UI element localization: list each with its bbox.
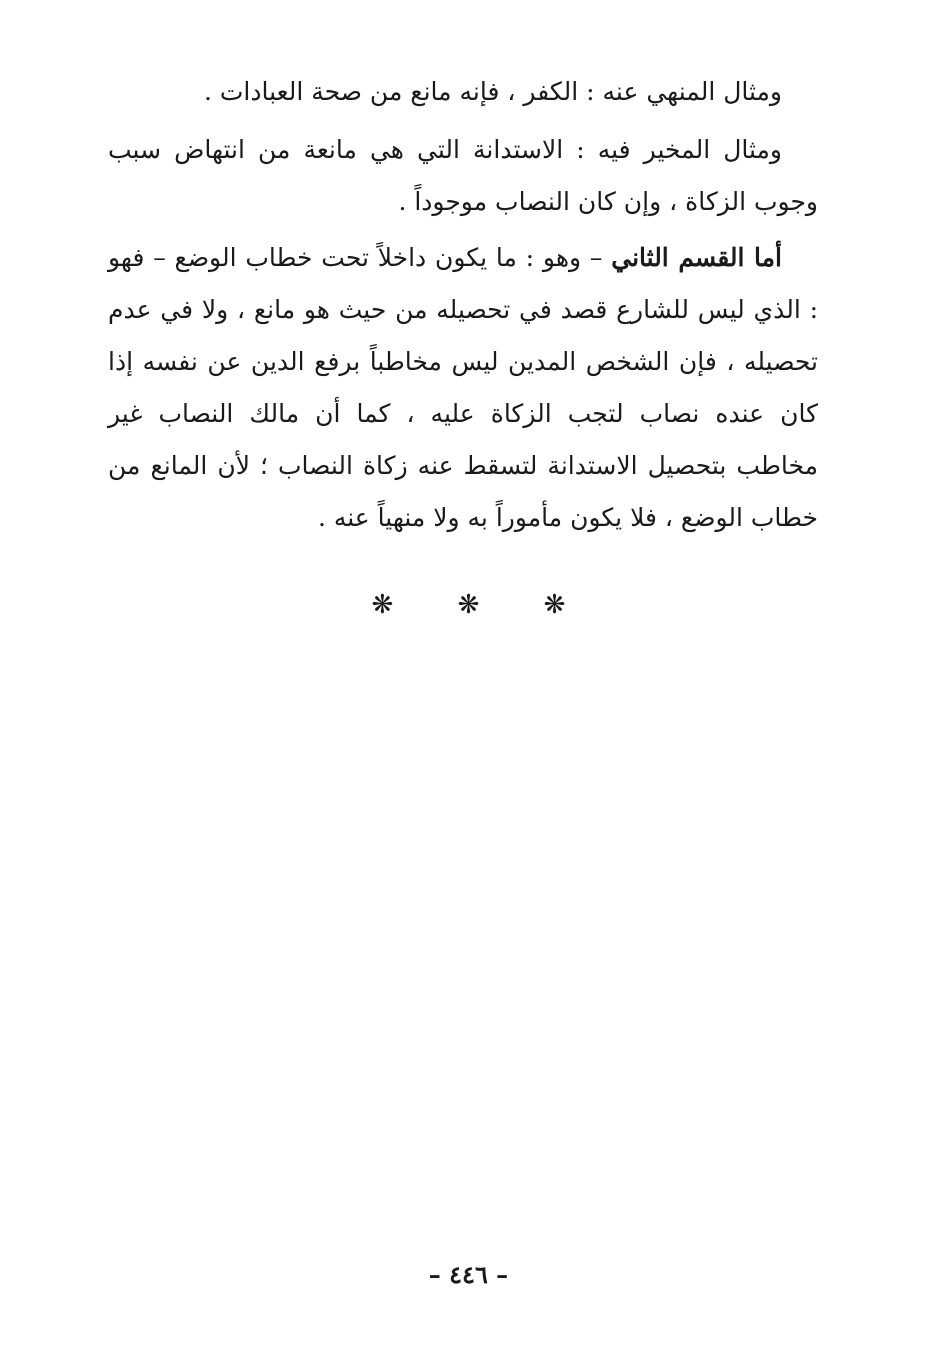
section-separator bbox=[0, 590, 937, 620]
paragraph-text: – وهو : ما يكون داخلاً تحت خطاب الوضع – فهو : الذي ليس للشارع قصد في تحصيله من حيث هو مانع ، ولا في عدم تحصيله ، فإن الشخص المدين ليس مخاطباً برفع الدين عن نفسه إذا كان عنده نصاب لتجب الزكاة عليه ، كما أن مالك النصاب غير مخاطب بتحصيل الاستدانة لتسقط عنه زكاة النصاب ؛ لأن المانع من خطاب الوضع ، فلا يكون مأموراً به ولا منهياً عنه . bbox=[108, 243, 818, 532]
separator-mark: ❋ bbox=[543, 590, 566, 620]
separator-mark: ❋ bbox=[371, 590, 394, 620]
paragraph-second-section bbox=[108, 232, 818, 544]
paragraph-text: ومثال المنهي عنه : الكفر ، فإنه مانع من صحة العبادات . bbox=[203, 77, 782, 106]
section-heading: أما القسم الثاني bbox=[611, 243, 783, 272]
paragraph-optional-example bbox=[108, 124, 818, 228]
paragraph-prohibited-example bbox=[108, 66, 818, 118]
separator-mark: ❋ bbox=[457, 590, 480, 620]
paragraph-text: ومثال المخير فيه : الاستدانة التي هي مانعة من انتهاض سبب وجوب الزكاة ، وإن كان النصاب موجوداً . bbox=[108, 135, 818, 216]
page-number: – ٤٤٦ – bbox=[428, 1260, 509, 1289]
paragraph-body bbox=[108, 232, 818, 544]
